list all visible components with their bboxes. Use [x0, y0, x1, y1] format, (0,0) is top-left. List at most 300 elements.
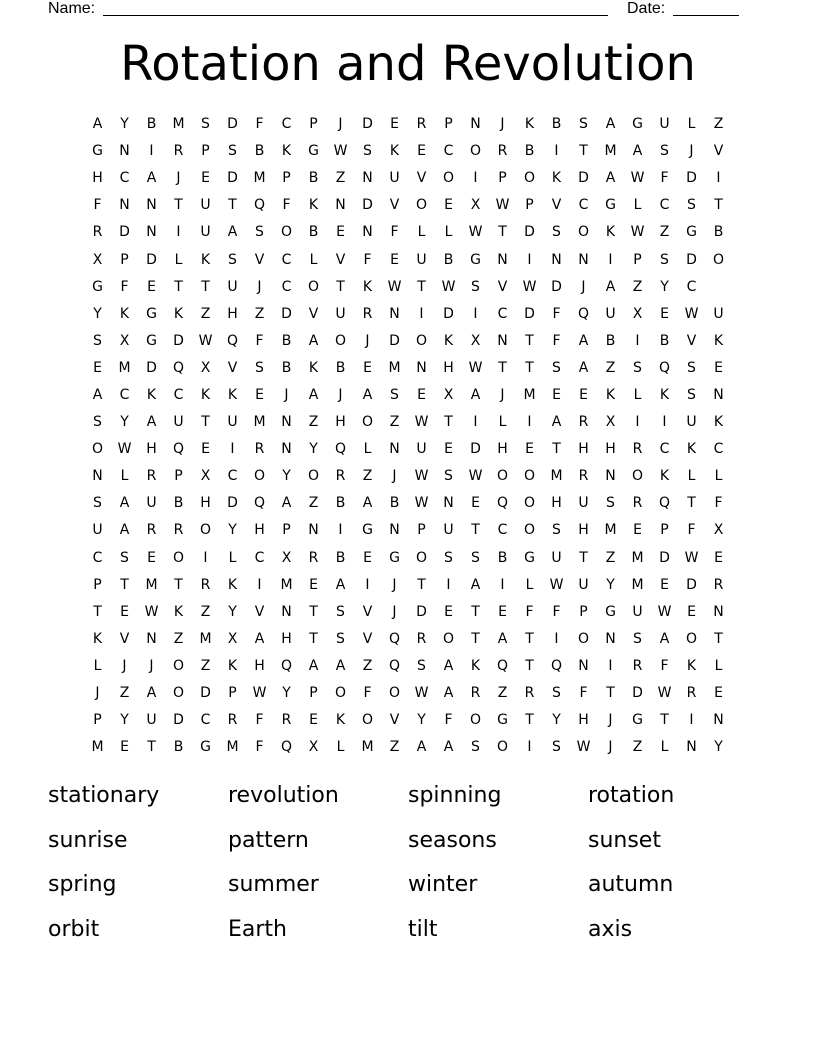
grid-letter: J — [689, 143, 694, 160]
grid-row — [84, 626, 732, 653]
grid-letter: S — [336, 630, 345, 647]
grid-letter: W — [576, 739, 591, 756]
grid-letter: F — [120, 278, 129, 295]
grid-letter: O — [523, 522, 536, 539]
grid-letter: K — [713, 332, 724, 349]
grid-letter: P — [282, 522, 291, 539]
grid-letter: I — [527, 414, 532, 431]
grid-letter: S — [471, 549, 480, 566]
grid-letter: K — [659, 468, 670, 485]
grid-row — [84, 192, 732, 219]
grid-letter: S — [579, 116, 588, 133]
grid-row — [84, 436, 732, 463]
grid-letter: Q — [550, 657, 563, 674]
grid-letter: X — [200, 359, 211, 376]
grid-letter: B — [389, 495, 400, 512]
grid-letter: C — [119, 170, 130, 187]
grid-letter: I — [608, 251, 613, 268]
grid-letter: I — [446, 576, 451, 593]
grid-letter: E — [579, 386, 588, 403]
grid-row — [84, 653, 732, 680]
grid-letter: K — [227, 386, 238, 403]
grid-letter: F — [282, 197, 291, 214]
grid-letter: D — [146, 251, 157, 268]
grid-letter: K — [308, 197, 319, 214]
grid-letter: O — [685, 630, 698, 647]
word-bank-item: tilt — [408, 916, 438, 942]
grid-letter: S — [552, 685, 561, 702]
grid-letter: V — [551, 197, 562, 214]
word-bank-item: Earth — [228, 916, 287, 942]
grid-letter: J — [95, 685, 100, 702]
word-bank-item: winter — [408, 872, 478, 897]
grid-letter: I — [662, 414, 667, 431]
grid-letter: L — [633, 386, 642, 403]
grid-letter: A — [335, 657, 346, 674]
grid-letter: T — [714, 630, 723, 647]
grid-letter: B — [281, 359, 292, 376]
grid-letter: J — [122, 657, 127, 674]
word-bank-item: summer — [228, 872, 319, 897]
page-title: Rotation and Revolution — [120, 36, 696, 92]
word-bank-item: spinning — [408, 783, 502, 808]
grid-letter: K — [524, 116, 535, 133]
grid-letter: L — [309, 251, 318, 268]
grid-letter: Q — [388, 630, 401, 647]
grid-letter: C — [497, 522, 508, 539]
grid-letter: F — [390, 224, 399, 241]
grid-letter: R — [362, 305, 373, 322]
grid-letter: S — [552, 359, 561, 376]
grid-letter: O — [172, 685, 185, 702]
grid-letter: N — [362, 170, 373, 187]
grid-row — [84, 734, 732, 761]
grid-row — [84, 707, 732, 734]
grid-letter: T — [579, 549, 588, 566]
grid-letter: N — [713, 603, 724, 620]
grid-letter: Y — [660, 278, 669, 295]
grid-letter: W — [387, 278, 402, 295]
grid-letter: T — [525, 657, 534, 674]
grid-letter: A — [605, 278, 616, 295]
grid-letter: W — [414, 468, 429, 485]
grid-letter: A — [443, 685, 454, 702]
grid-letter: Y — [120, 414, 129, 431]
grid-letter: L — [525, 576, 534, 593]
grid-letter: S — [390, 386, 399, 403]
grid-letter: Y — [282, 468, 291, 485]
grid-letter: F — [714, 495, 723, 512]
grid-letter: E — [444, 197, 453, 214]
grid-letter: E — [525, 441, 534, 458]
grid-letter: D — [443, 305, 454, 322]
grid-letter: E — [417, 386, 426, 403]
grid-letter: Q — [172, 441, 185, 458]
grid-letter: A — [308, 386, 319, 403]
grid-letter: G — [497, 712, 508, 729]
grid-letter: I — [635, 332, 640, 349]
grid-letter: I — [527, 251, 532, 268]
grid-letter: F — [255, 739, 264, 756]
grid-letter: P — [444, 116, 453, 133]
grid-letter: D — [470, 441, 481, 458]
grid-letter: A — [578, 359, 589, 376]
grid-letter: A — [227, 224, 238, 241]
grid-letter: G — [146, 332, 157, 349]
grid-letter: Z — [632, 278, 643, 295]
date-blank-line — [673, 0, 739, 16]
grid-letter: K — [200, 386, 211, 403]
grid-letter: Y — [93, 305, 102, 322]
grid-letter: L — [714, 657, 723, 674]
grid-letter: C — [119, 386, 130, 403]
grid-letter: V — [119, 630, 130, 647]
grid-letter: R — [470, 685, 481, 702]
grid-letter: L — [633, 197, 642, 214]
grid-row — [84, 138, 732, 165]
grid-letter: Z — [335, 170, 346, 187]
grid-letter: W — [549, 576, 564, 593]
grid-letter: E — [363, 359, 372, 376]
grid-letter: S — [687, 386, 696, 403]
grid-letter: J — [392, 603, 397, 620]
grid-letter: G — [605, 197, 616, 214]
word-bank-item: rotation — [588, 783, 675, 808]
grid-letter: Y — [606, 576, 615, 593]
grid-letter: R — [416, 630, 427, 647]
grid-letter: S — [552, 739, 561, 756]
grid-letter: M — [280, 576, 293, 593]
grid-letter: C — [173, 386, 184, 403]
grid-letter: N — [308, 522, 319, 539]
grid-letter: C — [686, 278, 697, 295]
grid-letter: S — [633, 359, 642, 376]
grid-letter: S — [687, 359, 696, 376]
grid-letter: K — [146, 386, 157, 403]
grid-letter: U — [659, 116, 670, 133]
grid-letter: Z — [173, 630, 184, 647]
grid-letter: W — [684, 305, 699, 322]
grid-letter: E — [660, 576, 669, 593]
grid-letter: S — [471, 278, 480, 295]
grid-row — [84, 246, 732, 273]
word-bank-item: axis — [588, 916, 633, 942]
grid-letter: W — [414, 414, 429, 431]
grid-letter: N — [605, 630, 616, 647]
grid-letter: N — [551, 251, 562, 268]
grid-letter: R — [200, 576, 211, 593]
grid-letter: G — [686, 224, 697, 241]
grid-letter: L — [336, 739, 345, 756]
grid-row — [84, 572, 732, 599]
grid-letter: Y — [120, 712, 129, 729]
grid-row — [84, 463, 732, 490]
grid-letter: W — [333, 143, 348, 160]
grid-letter: R — [686, 685, 697, 702]
grid-letter: T — [120, 576, 129, 593]
grid-letter: V — [362, 630, 373, 647]
grid-letter: F — [660, 657, 669, 674]
grid-letter: D — [200, 685, 211, 702]
grid-letter: C — [200, 712, 211, 729]
grid-letter: N — [146, 224, 157, 241]
grid-letter: A — [119, 495, 130, 512]
grid-letter: L — [363, 441, 372, 458]
grid-letter: A — [308, 657, 319, 674]
grid-letter: A — [443, 739, 454, 756]
grid-letter: A — [146, 414, 157, 431]
grid-letter: N — [578, 657, 589, 674]
grid-letter: D — [173, 332, 184, 349]
grid-letter: L — [174, 251, 183, 268]
word-bank-item: sunrise — [48, 827, 128, 853]
grid-letter: C — [713, 441, 724, 458]
grid-letter: T — [174, 197, 183, 214]
grid-letter: Q — [388, 657, 401, 674]
grid-letter: F — [687, 522, 696, 539]
word-bank-item: spring — [48, 872, 117, 897]
grid-letter: V — [497, 278, 508, 295]
word-bank-item: revolution — [228, 783, 339, 808]
grid-letter: O — [631, 468, 644, 485]
grid-letter: D — [686, 170, 697, 187]
grid-letter: I — [257, 576, 262, 593]
grid-letter: N — [281, 603, 292, 620]
grid-letter: H — [578, 441, 589, 458]
grid-letter: E — [147, 278, 156, 295]
grid-letter: N — [146, 197, 157, 214]
grid-letter: B — [254, 143, 265, 160]
grid-letter: N — [389, 522, 400, 539]
grid-letter: Z — [389, 739, 400, 756]
grid-letter: A — [92, 386, 103, 403]
grid-letter: U — [200, 197, 211, 214]
header-line — [0, 0, 816, 19]
grid-letter: G — [632, 116, 643, 133]
grid-letter: N — [362, 224, 373, 241]
grid-letter: Z — [200, 657, 211, 674]
grid-letter: L — [417, 224, 426, 241]
grid-letter: L — [228, 549, 237, 566]
grid-letter: U — [200, 224, 211, 241]
grid-letter: Q — [280, 739, 293, 756]
grid-letter: B — [659, 332, 670, 349]
grid-letter: I — [554, 630, 559, 647]
grid-row — [84, 599, 732, 626]
grid-letter: B — [524, 143, 535, 160]
grid-letter: I — [203, 549, 208, 566]
grid-letter: W — [630, 170, 645, 187]
grid-letter: Y — [309, 441, 318, 458]
grid-letter: L — [660, 739, 669, 756]
grid-letter: A — [146, 685, 157, 702]
grid-letter: Z — [713, 116, 724, 133]
grid-letter: E — [633, 522, 642, 539]
grid-letter: U — [227, 278, 238, 295]
grid-letter: K — [470, 657, 481, 674]
grid-letter: O — [496, 739, 509, 756]
grid-letter: H — [335, 414, 346, 431]
grid-letter: M — [226, 739, 239, 756]
grid-letter: U — [227, 414, 238, 431]
grid-letter: P — [309, 685, 318, 702]
grid-letter: N — [497, 251, 508, 268]
grid-letter: H — [551, 495, 562, 512]
grid-letter: P — [498, 170, 507, 187]
grid-letter: J — [149, 657, 154, 674]
grid-letter: V — [254, 603, 265, 620]
grid-letter: V — [227, 359, 238, 376]
grid-letter: O — [307, 468, 320, 485]
grid-letter: E — [552, 386, 561, 403]
grid-letter: T — [471, 630, 480, 647]
grid-letter: M — [361, 739, 374, 756]
grid-letter: M — [118, 359, 131, 376]
grid-letter: M — [631, 549, 644, 566]
grid-letter: A — [497, 630, 508, 647]
grid-letter: T — [228, 197, 237, 214]
grid-letter: K — [686, 441, 697, 458]
grid-letter: T — [201, 414, 210, 431]
grid-letter: B — [605, 332, 616, 349]
grid-letter: A — [605, 170, 616, 187]
grid-letter: U — [443, 522, 454, 539]
grid-letter: F — [93, 197, 102, 214]
grid-letter: E — [714, 549, 723, 566]
grid-row — [84, 274, 732, 301]
grid-letter: C — [281, 251, 292, 268]
grid-letter: D — [551, 278, 562, 295]
grid-letter: O — [91, 441, 104, 458]
grid-letter: Y — [228, 603, 237, 620]
grid-letter: I — [419, 305, 424, 322]
grid-letter: I — [176, 224, 181, 241]
grid-letter: A — [551, 414, 562, 431]
grid-letter: T — [498, 224, 507, 241]
grid-letter: J — [500, 386, 505, 403]
grid-letter: P — [174, 468, 183, 485]
grid-letter: P — [633, 251, 642, 268]
grid-letter: D — [119, 224, 130, 241]
grid-letter: L — [714, 468, 723, 485]
grid-letter: W — [441, 278, 456, 295]
grid-letter: Q — [226, 332, 239, 349]
grid-letter: S — [471, 739, 480, 756]
grid-letter: D — [146, 359, 157, 376]
grid-row — [84, 680, 732, 707]
grid-letter: J — [338, 116, 343, 133]
grid-letter: D — [578, 170, 589, 187]
grid-letter: Q — [658, 359, 671, 376]
grid-letter: U — [335, 305, 346, 322]
grid-letter: W — [144, 603, 159, 620]
grid-letter: N — [92, 468, 103, 485]
grid-letter: I — [230, 441, 235, 458]
grid-letter: R — [281, 712, 292, 729]
grid-letter: N — [713, 712, 724, 729]
grid-letter: F — [363, 685, 372, 702]
grid-letter: G — [200, 739, 211, 756]
grid-letter: G — [632, 712, 643, 729]
grid-letter: O — [172, 657, 185, 674]
grid-letter: F — [255, 712, 264, 729]
grid-letter: A — [470, 576, 481, 593]
grid-letter: O — [361, 414, 374, 431]
grid-letter: T — [471, 522, 480, 539]
grid-letter: X — [281, 549, 292, 566]
grid-letter: Q — [253, 495, 266, 512]
grid-letter: U — [146, 712, 157, 729]
date-label: Date: — [627, 0, 666, 17]
grid-letter: O — [523, 170, 536, 187]
grid-letter: R — [632, 657, 643, 674]
grid-letter: W — [252, 685, 267, 702]
grid-letter: X — [119, 332, 130, 349]
grid-letter: Y — [120, 116, 129, 133]
grid-letter: P — [579, 603, 588, 620]
word-bank-item: orbit — [48, 916, 100, 942]
grid-letter: L — [498, 414, 507, 431]
grid-letter: F — [552, 305, 561, 322]
grid-letter: I — [554, 143, 559, 160]
grid-letter: A — [308, 332, 319, 349]
grid-letter: Z — [254, 305, 265, 322]
grid-letter: B — [308, 170, 319, 187]
word-bank-item: autumn — [588, 872, 674, 897]
grid-letter: S — [606, 495, 615, 512]
grid-letter: B — [497, 549, 508, 566]
grid-letter: N — [389, 441, 400, 458]
grid-letter: P — [282, 170, 291, 187]
grid-letter: E — [309, 576, 318, 593]
grid-letter: E — [714, 685, 723, 702]
grid-row — [84, 301, 732, 328]
grid-letter: E — [336, 224, 345, 241]
grid-letter: K — [119, 305, 130, 322]
grid-letter: J — [608, 739, 613, 756]
grid-letter: I — [527, 739, 532, 756]
grid-letter: V — [389, 712, 400, 729]
grid-letter: Z — [497, 685, 508, 702]
grid-letter: N — [443, 495, 454, 512]
grid-letter: V — [713, 143, 724, 160]
grid-letter: H — [146, 441, 157, 458]
grid-letter: U — [551, 549, 562, 566]
grid-letter: D — [686, 251, 697, 268]
grid-letter: M — [523, 386, 536, 403]
grid-letter: N — [146, 630, 157, 647]
grid-letter: K — [227, 576, 238, 593]
grid-letter: O — [361, 712, 374, 729]
grid-letter: K — [335, 712, 346, 729]
grid-letter: T — [498, 359, 507, 376]
grid-letter: W — [468, 468, 483, 485]
grid-letter: J — [176, 170, 181, 187]
grid-letter: N — [281, 441, 292, 458]
grid-letter: Z — [200, 603, 211, 620]
grid-letter: A — [362, 495, 373, 512]
grid-letter: Q — [253, 197, 266, 214]
grid-letter: O — [577, 630, 590, 647]
grid-letter: H — [578, 712, 589, 729]
grid-letter: T — [174, 278, 183, 295]
grid-letter: A — [443, 657, 454, 674]
grid-letter: G — [362, 522, 373, 539]
grid-letter: O — [415, 197, 428, 214]
grid-letter: Z — [362, 657, 373, 674]
grid-letter: V — [416, 170, 427, 187]
grid-letter: R — [146, 468, 157, 485]
